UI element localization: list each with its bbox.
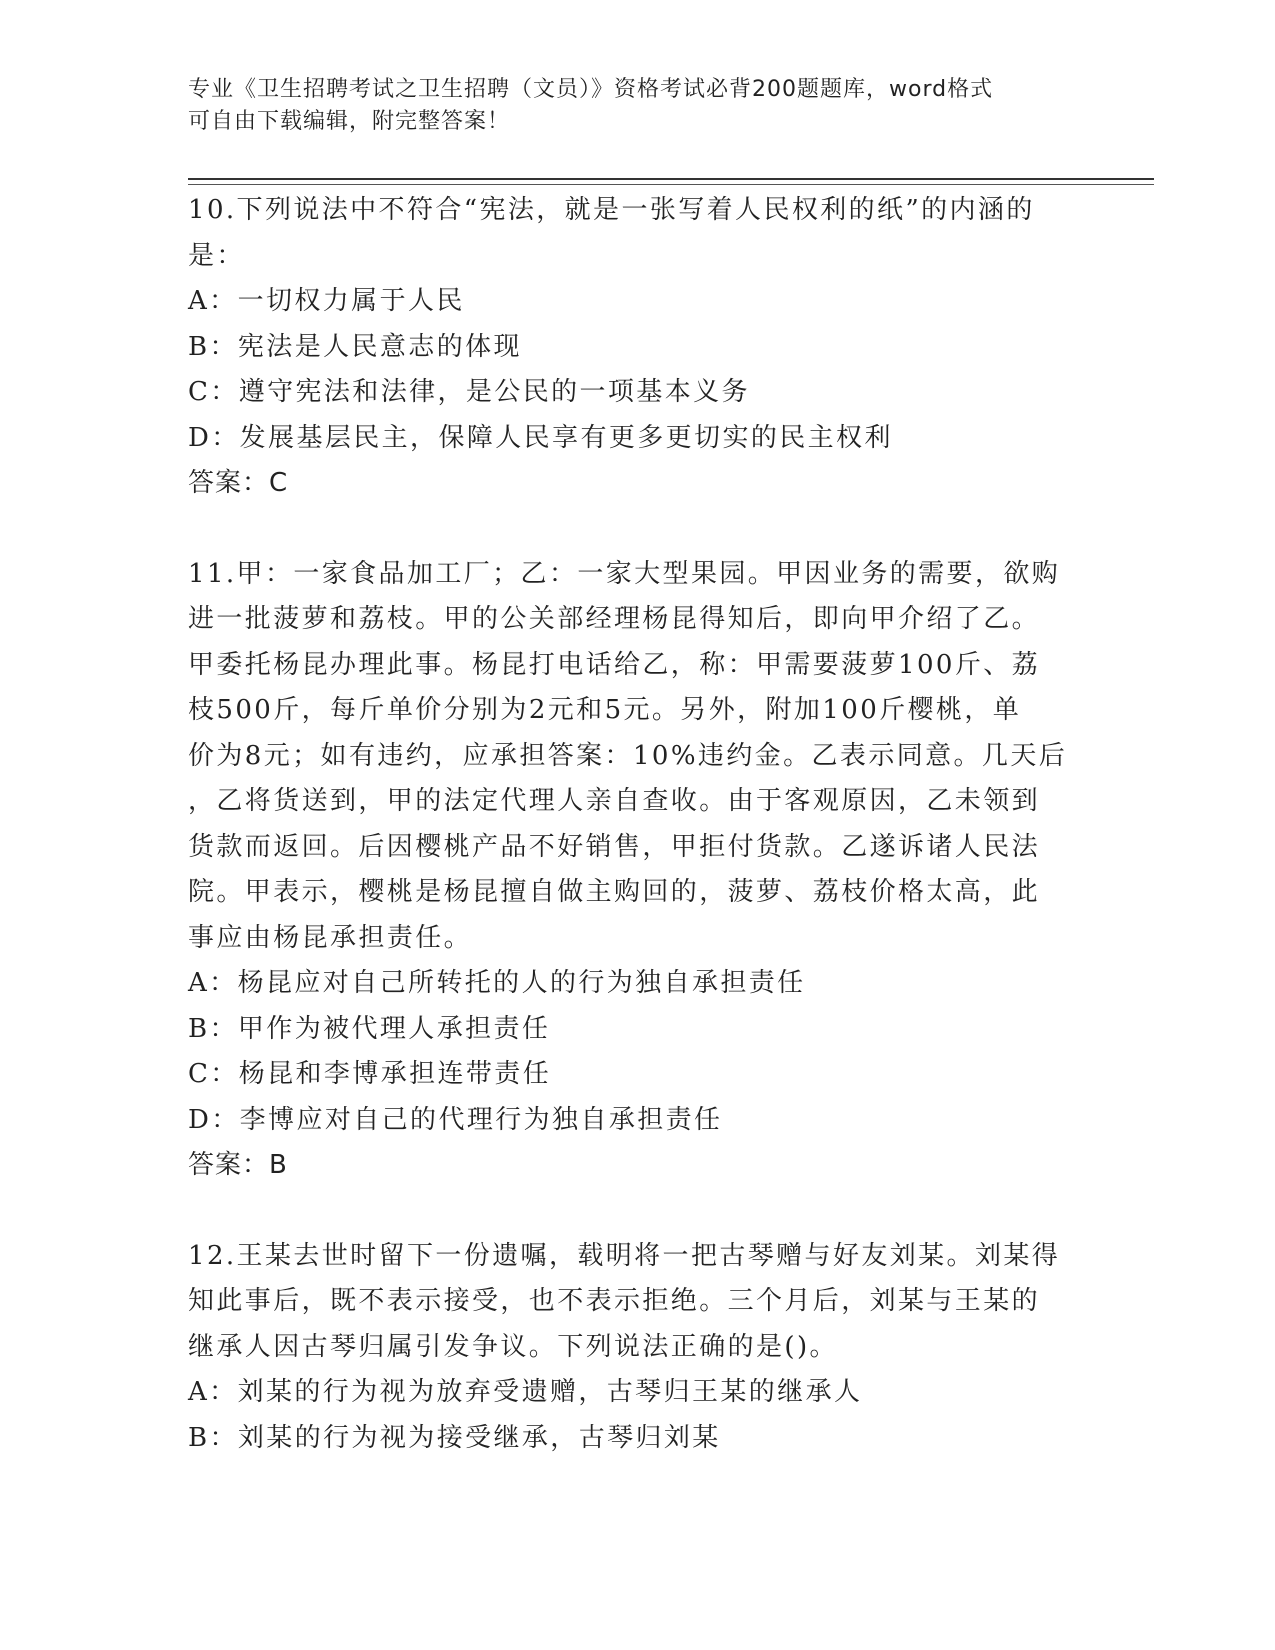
- option-a: A：杨昆应对自己所转托的人的行为独自承担责任: [188, 968, 806, 998]
- stem-line: 货款而返回。后因樱桃产品不好销售，甲拒付货款。乙遂诉诸人民法: [188, 831, 1041, 862]
- header-divider-thin: [188, 184, 1154, 185]
- option-d: D：发展基层民主，保障人民享有更多更切实的民主权利: [188, 422, 893, 453]
- question-11: [188, 552, 1088, 1189]
- header-divider-thick: [188, 178, 1154, 180]
- stem-line: 事应由杨昆承担责任。: [188, 922, 473, 953]
- option-b: B：宪法是人民意志的体现: [188, 331, 522, 362]
- question-stem: [188, 552, 1088, 962]
- question-12: [188, 1234, 1088, 1462]
- option-c: C：杨昆和李博承担连带责任: [188, 1059, 552, 1089]
- stem-line: ，乙将货送到，甲的法定代理人亲自查收。由于客观原因，乙未领到: [188, 786, 1041, 816]
- header-line: 专业《卫生招聘考试之卫生招聘（文员）》资格考试必背200题题库，word格式: [188, 77, 994, 102]
- stem-line: 价为8元；如有违约，应承担答案：10%违约金。乙表示同意。几天后: [188, 740, 1068, 771]
- stem-line: 甲委托杨昆办理此事。杨昆打电话给乙，称：甲需要菠萝100斤、荔: [188, 649, 1041, 680]
- stem-line: 12.王某去世时留下一份遗嘱，载明将一把古琴赠与好友刘某。刘某得: [188, 1240, 1061, 1271]
- option-b: B：甲作为被代理人承担责任: [188, 1013, 551, 1044]
- stem-line: 继承人因古琴归属引发争议。下列说法正确的是()。: [188, 1331, 838, 1362]
- stem-line: 11.甲：一家食品加工厂；乙：一家大型果园。甲因业务的需要，欲购: [188, 558, 1061, 589]
- option-c: C：遵守宪法和法律，是公民的一项基本义务: [188, 377, 750, 407]
- stem-line: 进一批菠萝和荔枝。甲的公关部经理杨昆得知后，即向甲介绍了乙。: [188, 604, 1041, 634]
- question-stem: [188, 1234, 1088, 1371]
- option-d: D：李博应对自己的代理行为独自承担责任: [188, 1104, 723, 1135]
- document-header: [188, 74, 1068, 138]
- question-stem: [188, 188, 1088, 279]
- question-10: [188, 188, 1088, 507]
- stem-line: 是：: [188, 240, 245, 271]
- answer-line: 答案：B: [188, 1150, 288, 1180]
- stem-line: 院。甲表示，樱桃是杨昆擅自做主购回的，菠萝、荔枝价格太高，此: [188, 877, 1041, 907]
- stem-line: 枝500斤，每斤单价分别为2元和5元。另外，附加100斤樱桃，单: [188, 695, 1022, 725]
- answer-line: 答案：C: [188, 468, 289, 498]
- question-list: [188, 188, 1088, 1506]
- header-line: 可自由下载编辑，附完整答案！: [188, 109, 511, 134]
- stem-line: 知此事后，既不表示接受，也不表示拒绝。三个月后，刘某与王某的: [188, 1286, 1041, 1316]
- option-b: B：刘某的行为视为接受继承，古琴归刘某: [188, 1422, 721, 1453]
- option-a: A：一切权力属于人民: [188, 286, 465, 316]
- stem-line: 10.下列说法中不符合“宪法，就是一张写着人民权利的纸”的内涵的: [188, 195, 1035, 225]
- option-a: A：刘某的行为视为放弃受遗赠，古琴归王某的继承人: [188, 1377, 863, 1407]
